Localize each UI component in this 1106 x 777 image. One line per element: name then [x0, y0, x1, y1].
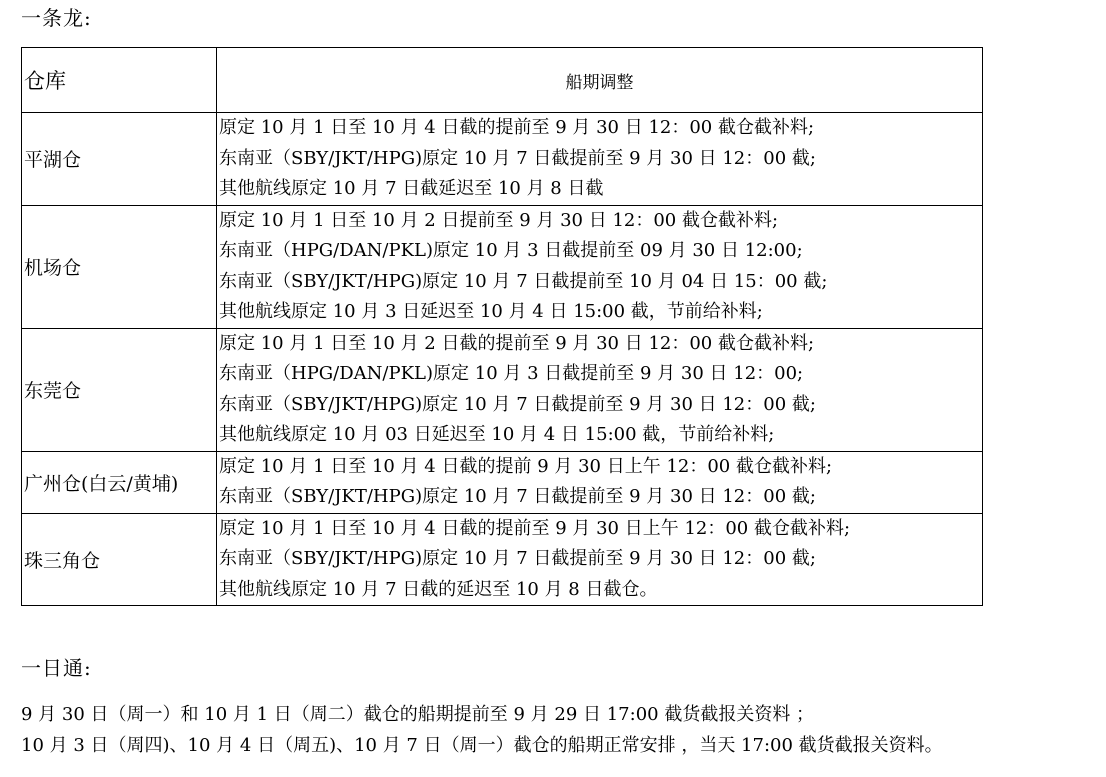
- table-row: [22, 513, 983, 606]
- schedule-line: 东南亚（SBY/JKT/HPG)原定 10 月 7 日截提前至 9 月 30 日 12：00 截;: [219, 486, 816, 507]
- schedule-line: 原定 10 月 1 日至 10 月 4 日截的提前至 9 月 30 日上午 12：00 截仓截补料;: [219, 517, 851, 539]
- schedule-line: 原定 10 月 1 日至 10 月 2 日截的提前至 9 月 30 日 12：00 截仓截补料;: [219, 332, 815, 354]
- schedule-line: 东南亚（HPG/DAN/PKL)原定 10 月 3 日截提前至 9 月 30 日 12：00;: [219, 363, 804, 384]
- warehouse-cell: 平湖仓: [22, 113, 217, 206]
- warehouse-cell: 机场仓: [22, 205, 217, 328]
- schedule-line: 原定 10 月 1 日至 10 月 4 日截的提前至 9 月 30 日 12：00 截仓截补料;: [219, 117, 815, 138]
- warehouse-cell: 东莞仓: [22, 328, 217, 451]
- section-heading-one-day: 一日通:: [21, 656, 92, 680]
- schedule-cell: [217, 113, 983, 206]
- schedule-cell: [217, 513, 983, 606]
- schedule-line: 其他航线原定 10 月 03 日延迟至 10 月 4 日 15:00 截，节前给补料;: [219, 424, 775, 445]
- schedule-line: 东南亚（SBY/JKT/HPG)原定 10 月 7 日截提前至 9 月 30 日 12：00 截;: [219, 147, 816, 169]
- schedule-cell: [217, 205, 983, 328]
- header-schedule-adjustment: 船期调整: [217, 48, 983, 113]
- schedule-line: 其他航线原定 10 月 3 日延迟至 10 月 4 日 15:00 截，节前给补料;: [219, 301, 763, 322]
- note-line: 9 月 30 日（周一）和 10 月 1 日（周二）截仓的船期提前至 9 月 29 日 17:00 截货截报关资料 ；: [21, 704, 815, 725]
- table-row: [22, 328, 983, 451]
- warehouse-cell: 珠三角仓: [22, 513, 217, 606]
- warehouse-cell: 广州仓(白云/黄埔): [22, 451, 217, 513]
- schedule-line: 原定 10 月 1 日至 10 月 4 日截的提前 9 月 30 日上午 12：00 截仓截补料;: [219, 455, 833, 477]
- table-row: [22, 205, 983, 328]
- schedule-adjustment-table: [21, 47, 983, 606]
- schedule-line: 其他航线原定 10 月 7 日截的延迟至 10 月 8 日截仓。: [219, 578, 658, 600]
- schedule-line: 东南亚（SBY/JKT/HPG)原定 10 月 7 日截提前至 9 月 30 日 12：00 截;: [219, 393, 816, 415]
- schedule-line: 东南亚（HPG/DAN/PKL)原定 10 月 3 日截提前至 09 月 30 日 12:00;: [219, 240, 803, 261]
- schedule-line: 东南亚（SBY/JKT/HPG)原定 10 月 7 日截提前至 10 月 04 日 15：00 截;: [219, 270, 828, 292]
- schedule-cell: [217, 451, 983, 513]
- schedule-line: 原定 10 月 1 日至 10 月 2 日提前至 9 月 30 日 12：00 截仓截补料;: [219, 209, 779, 231]
- table-row: [22, 451, 983, 513]
- schedule-cell: [217, 328, 983, 451]
- table-row: [22, 113, 983, 206]
- note-line: 10 月 3 日（周四)、10 月 4 日（周五)、10 月 7 日（周一）截仓的船期正常安排 ，当天 17:00 截货截报关资料。: [21, 735, 943, 756]
- section-heading-one-stop: 一条龙:: [21, 6, 92, 30]
- schedule-line: 东南亚（SBY/JKT/HPG)原定 10 月 7 日截提前至 9 月 30 日 12：00 截;: [219, 548, 816, 569]
- table-header-row: [22, 48, 983, 113]
- schedule-line: 其他航线原定 10 月 7 日截延迟至 10 月 8 日截: [219, 178, 604, 199]
- header-warehouse: 仓库: [22, 48, 217, 113]
